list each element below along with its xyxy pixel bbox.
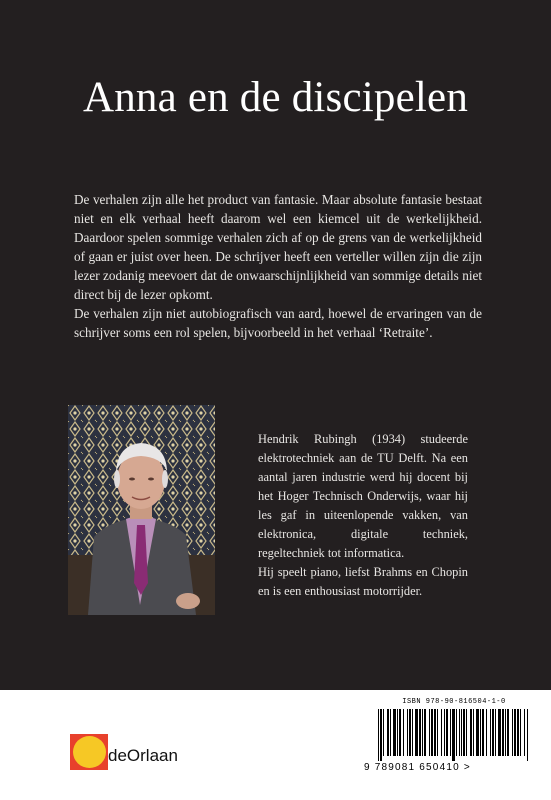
- barcode-bar: [490, 709, 491, 756]
- barcode-bar: [524, 709, 525, 756]
- blurb-paragraph-2: De verhalen zijn niet autobiografisch van aard, hoewel de ervaringen van de schrijver soms een rol spelen, bijvoorbeeld in het verhaal ‘Retraite’.: [74, 306, 482, 340]
- barcode-arrow: >: [463, 762, 471, 773]
- isbn-barcode: [364, 698, 544, 774]
- barcode-bar: [397, 709, 398, 756]
- barcode-bar: [492, 709, 494, 756]
- barcode-bar: [452, 709, 455, 761]
- barcode-bar: [383, 709, 384, 756]
- bio-paragraph-2: Hij speelt piano, liefst Brahms en Chopin en is een enthousiast motorrijder.: [258, 565, 468, 598]
- barcode-bar: [380, 709, 382, 761]
- barcode-bar: [473, 709, 474, 756]
- barcode-bar: [429, 709, 430, 756]
- barcode-bar: [512, 709, 513, 756]
- publisher-name: deOrlaan: [108, 746, 178, 765]
- barcode-bar: [495, 709, 496, 756]
- barcode-bars: [376, 709, 532, 761]
- barcode-bar: [399, 709, 401, 756]
- barcode-bar: [393, 709, 396, 756]
- barcode-bar: [415, 709, 418, 756]
- barcode-bar: [419, 709, 421, 756]
- barcode-bar: [507, 709, 509, 756]
- author-photo: [68, 405, 215, 615]
- barcode-bar: [459, 709, 460, 756]
- barcode-bar: [498, 709, 501, 756]
- barcode-bar: [431, 709, 433, 756]
- barcode-bar: [470, 709, 472, 756]
- barcode-bar: [390, 709, 391, 756]
- barcode-bar: [514, 709, 516, 756]
- barcode-bar: [424, 709, 426, 756]
- barcode-bar: [486, 709, 487, 756]
- barcode-bar: [378, 709, 379, 761]
- barcode-bar: [461, 709, 462, 756]
- blurb-paragraph-1: De verhalen zijn alle het product van fantasie. Maar absolute fantasie bestaat niet en elk verhaal heeft daarom wel een kiemcel uit de werkelijkheid. Daardoor spelen sommige verhalen zich af op de grens van de werkelijkheid of gaan er juist over heen. De schrijver heeft een verteller willen zijn die zijn lezer zodanig meevoert dat de onwaarschijnlijkheid van sommige details niet direct bij de lezer opkomt.: [74, 192, 482, 302]
- book-title: Anna en de discipelen: [82, 74, 469, 121]
- barcode-bar: [527, 709, 528, 761]
- barcode-bar: [482, 709, 484, 756]
- barcode-bar: [520, 709, 521, 756]
- barcode-bar: [434, 709, 436, 756]
- bio-paragraph-1: Hendrik Rubingh (1934) studeerde elektrotechniek aan de TU Delft. Na een aantal jaren industrie werd hij docent bij het Hoger Technisch Onderwijs, waar hij les gaf in uiteenlopende vakken, van elektronica, digitale techniek, regeltechniek tot informatica.: [258, 432, 468, 560]
- barcode-bar: [409, 709, 411, 756]
- barcode-bar: [387, 709, 389, 756]
- barcode-bar: [505, 709, 506, 756]
- barcode-number: 9 789081 650410: [364, 762, 460, 773]
- barcode-bar: [446, 709, 448, 756]
- barcode-bar: [437, 709, 438, 756]
- barcode-bar: [412, 709, 413, 756]
- barcode-bar: [502, 709, 504, 756]
- isbn-label: ISBN 978-90-816504-1-0: [402, 698, 506, 706]
- publisher-logo: [70, 734, 200, 770]
- blurb: [74, 190, 482, 342]
- barcode-bar: [407, 709, 408, 756]
- barcode-bar: [476, 709, 479, 756]
- barcode-bar: [480, 709, 481, 756]
- barcode-bar: [517, 709, 519, 756]
- author-bio: [258, 430, 468, 601]
- publisher-logo-circle: [73, 736, 106, 768]
- barcode-bar: [466, 709, 467, 756]
- barcode-bar: [450, 709, 451, 756]
- barcode-bar: [444, 709, 445, 756]
- barcode-bar: [403, 709, 404, 756]
- barcode-bar: [441, 709, 442, 756]
- barcode-bar: [463, 709, 465, 756]
- barcode-digits: [364, 762, 544, 774]
- barcode-bar: [422, 709, 423, 756]
- barcode-bar: [456, 709, 457, 756]
